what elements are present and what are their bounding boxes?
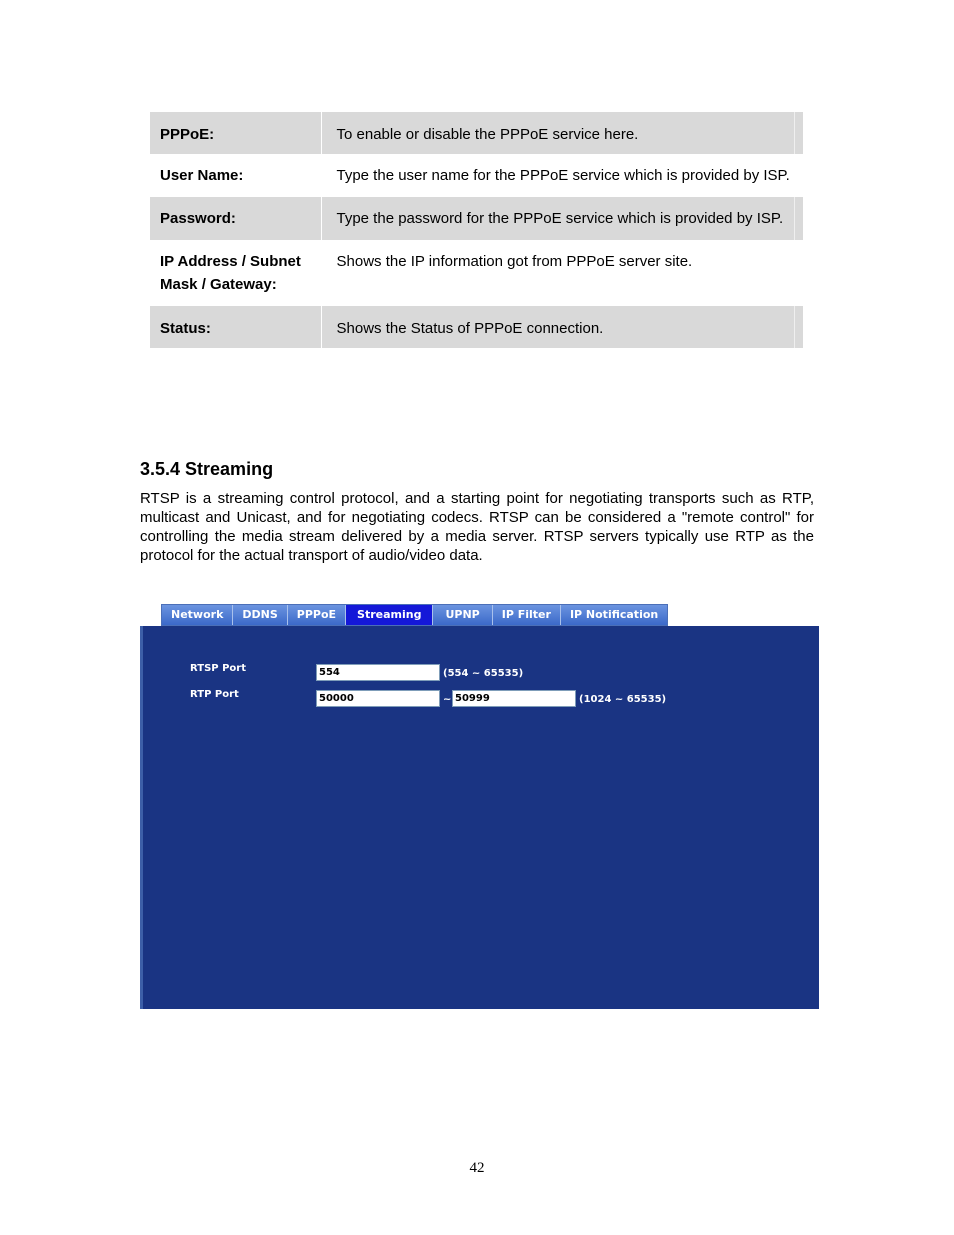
table-row xyxy=(150,154,803,197)
rtsp-port-label: RTSP Port xyxy=(190,663,246,674)
tab-ddns[interactable]: DDNS xyxy=(233,605,287,625)
parameter-table xyxy=(150,112,803,348)
tab-pppoe[interactable]: PPPoE xyxy=(288,605,346,625)
table-row xyxy=(150,112,803,154)
tab-ip-filter[interactable]: IP Filter xyxy=(493,605,561,625)
tab-streaming[interactable]: Streaming xyxy=(346,605,433,625)
table-row xyxy=(150,306,803,348)
param-name: Status: xyxy=(150,306,321,348)
param-name: User Name: xyxy=(150,154,321,197)
rtsp-port-range: (554 ~ 65535) xyxy=(443,668,524,679)
rtp-port-end-input[interactable]: 50999 xyxy=(452,690,576,707)
table-row xyxy=(150,197,803,240)
tab-network[interactable]: Network xyxy=(162,605,233,625)
streaming-settings-panel xyxy=(140,626,819,1009)
param-name: Password: xyxy=(150,197,321,240)
param-description: Shows the Status of PPPoE connection. xyxy=(321,306,803,348)
settings-tab-bar xyxy=(161,604,668,626)
param-description: To enable or disable the PPPoE service here. xyxy=(321,112,803,154)
page-number: 42 xyxy=(469,1160,485,1176)
rtsp-port-input[interactable]: 554 xyxy=(316,664,440,681)
section-heading: 3.5.4 Streaming xyxy=(140,459,274,479)
rtp-port-start-input[interactable]: 50000 xyxy=(316,690,440,707)
table-row xyxy=(150,240,803,306)
param-name: IP Address / Subnet Mask / Gateway: xyxy=(150,240,321,306)
param-description: Type the user name for the PPPoE service which is provided by ISP. xyxy=(321,154,803,197)
rtp-port-label: RTP Port xyxy=(190,689,239,700)
rtp-port-range: (1024 ~ 65535) xyxy=(579,694,667,705)
param-name: PPPoE: xyxy=(150,112,321,154)
tab-upnp[interactable]: UPNP xyxy=(433,605,492,625)
tab-ip-notification[interactable]: IP Notification xyxy=(561,605,667,625)
intro-paragraph: RTSP is a streaming control protocol, and a starting point for negotiating transports such as RTP, multicast and Unicast, and for negotiating codecs. RTSP can be considered a "remote control" for controlling the media stream delivered by a media server. RTSP servers typically use RTP as the protocol for the actual transport of audio/video data. xyxy=(140,490,814,564)
param-description: Shows the IP information got from PPPoE server site. xyxy=(321,240,803,306)
rtp-port-separator: ~ xyxy=(443,694,452,705)
param-description: Type the password for the PPPoE service which is provided by ISP. xyxy=(321,197,803,240)
